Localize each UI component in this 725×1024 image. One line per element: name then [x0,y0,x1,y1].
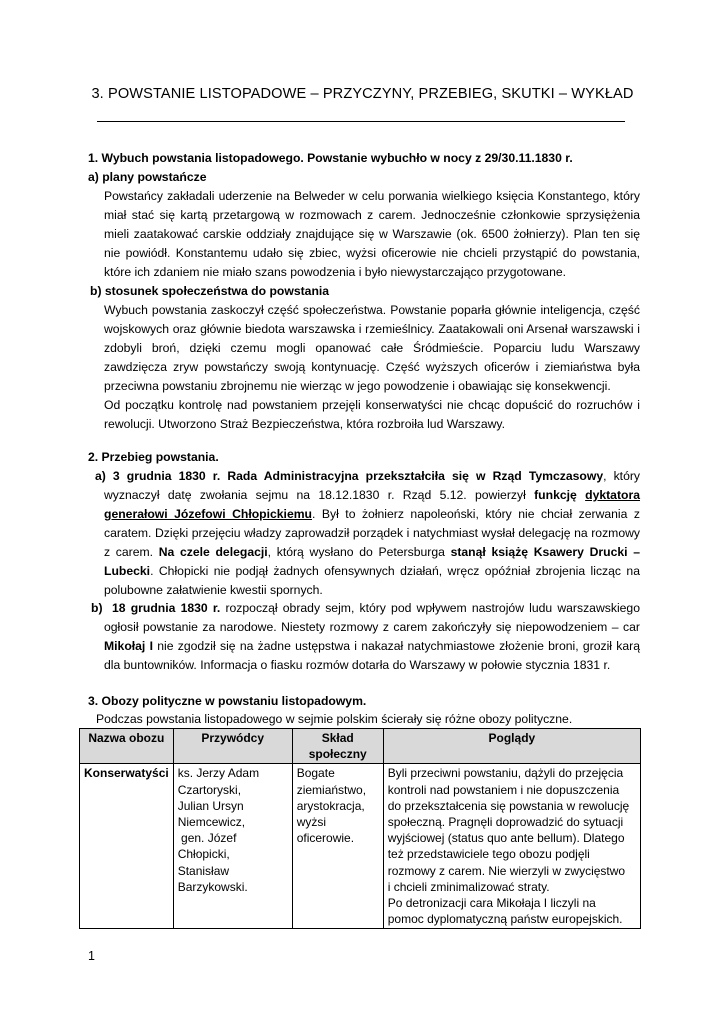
social-line: wyżsi [296,815,327,830]
table-row [80,764,641,929]
social-line: oficerowie. [296,831,355,846]
section-1a-paragraph: Powstańcy zakładali uderzenie na Belweder w celu porwania wielkiego księcia Konstantego, który miał stać się kartą przetargową w rozmowach z carem. Jednocześnie członkowie sprzysiężenia mieli zaatakować carskie oddziały znajdujące się w Warszawie (ok. 6500 żołnierzy). Plan ten się nie powiódł. Konstantemu udało się zbiec, wyżsi oficerowie nie chcieli przystąpić do powstania, które ich zdaniem nie miało szans powodzenia i było niewystarczająco przygotowane. [104,189,640,279]
camp-name: Konserwatyści [80,764,174,929]
views-line: Po detronizacji cara Mikołaja I liczyli na [387,896,596,911]
section-2a-delegation-head: Na czele delegacji [158,545,268,559]
section-1a-heading: a) plany powstańcze [88,170,207,184]
table-header-row [80,729,641,764]
leader-line: Chłopicki, [177,847,230,862]
views-line: rozmowy z carem. Nie wierzyli w zwycięstwo [387,863,626,878]
social-line: arystokracja, [296,798,365,813]
table-header-camp: Nazwa obozu [80,729,174,764]
section-2a-text-3: , którą wysłano do Petersburga [267,545,451,559]
section-2b-text-1: rozpoczął obrady sejm, który pod wpływem nastrojów ludu warszawskiego ogłosił powstanie za narodowe. Niestety rozmowy z carem zakończyły się niepowodzeniem – car [104,601,640,634]
views-line: kontroli nad powstaniem i nie dopuszczenia [387,782,620,797]
section-1b-heading: b) stosunek społeczeństwa do powstania [90,284,330,298]
leader-line: Czartoryski, [177,782,242,797]
section-1b-paragraph: Wybuch powstania zaskoczył część społeczeństwa. Powstanie poparła głównie inteligencja, część wojskowych oraz głównie biedota warszawska i rzemieślnicy. Zaatakowali oni Arsenał warszawski i zdobyli broń, dzięki czemu mogli opanować całe Śródmieście. Poparciu ludu Warszawy zawdzięcza zryw powstańczy swoją kontynuację. Część wyższych oficerów i ziemiaństwa była przeciwna powstaniu zbrojnemu nie wierząc w jego powodzenie i obawiając się konsekwencji. [104,303,640,393]
views-line: i chcieli zminimalizować straty. [387,879,550,894]
section-2a-function: funkcję [534,488,577,502]
section-3-heading: 3. Obozy polityczne w powstaniu listopadowym. [88,694,367,708]
leader-line: Stanisław [177,863,230,878]
section-3-intro: Podczas powstania listopadowego w sejmie polskim ścierały się różne obozy polityczne. [96,712,573,726]
social-line: Bogate [296,766,335,781]
camp-social [292,764,383,929]
table-header-leaders: Przywódcy [173,729,292,764]
views-line: też przedstawiciele tego obozu podjęli [387,847,590,862]
views-line: pomoc dyplomatyczną państw europejskich. [387,912,623,927]
views-line: wyjściowej (status quo ante bellum). Dlatego [387,831,625,846]
section-2-heading: 2. Przebieg powstania. [88,450,219,464]
views-line: Byli przeciwni powstaniu, dążyli do przejęcia [387,766,624,781]
document-title: 3. POWSTANIE LISTOPADOWE – PRZYCZYNY, PRZEBIEG, SKUTKI – WYKŁAD [91,86,634,102]
political-camps-table [79,728,641,929]
section-2b-tsar: Mikołaj I [104,639,153,653]
title-divider [97,121,625,122]
leader-line: Julian Ursyn [177,798,244,813]
views-line: społeczną. Pragnęli doprowadzić do sytuacji [387,815,624,830]
section-1b-paragraph-2: Od początku kontrolę nad powstaniem przejęli konserwatyści nie chcąc dopuścić do rozruchów i rewolucji. Utworzono Straż Bezpieczeństwa, która rozbroiła lud Warszawy. [104,398,640,431]
section-2a-date: a) 3 grudnia 1830 r. Rada Administracyjna przekształciła się w Rząd Tymczasowy [95,469,604,483]
camp-views [383,764,640,929]
camp-leaders [173,764,292,929]
section-2a-paragraph [95,467,640,600]
page-number: 1 [88,949,95,963]
section-2a-dictator: dyktatora generałowi Józefowi Chłopickiemu [104,488,640,521]
leader-line: ks. Jerzy Adam [177,766,260,781]
section-2a-lubecki: stanął książę Ksawery Drucki – Lubecki [104,545,640,578]
section-2b-text-2: nie zgodził się na żadne ustępstwa i nakazał natychmiastowe złożenie broni, groził karą dla buntowników. Informacja o fiasku rozmów dotarła do Warszawy w połowie stycznia 1831 r. [104,639,640,672]
table-header-views: Poglądy [383,729,640,764]
views-line: do przekształcenia się powstania w rewolucję [387,798,630,813]
section-2a-text-1: , który wyznaczył datę zwołania sejmu na 18.12.1830 r. Rząd 5.12. powierzył [104,469,640,502]
section-2a-space [577,488,585,502]
social-line: ziemiaństwo, [296,782,367,797]
leader-line: Barzykowski. [177,879,248,894]
leader-line: Niemcewicz, [177,815,246,830]
section-2b-paragraph [104,599,640,675]
section-2b-date: 18 grudnia 1830 r. [112,601,221,615]
section-2a-text-4: . Chłopicki nie podjął żadnych ofensywnych działań, wręcz opóźniał zbrojenia licząc na polubowne załatwienie kwestii spornych. [104,564,640,597]
section-2a-text-2: . Był to żołnierz napoleoński, który nie chciał zerwania z caratem. Dzięki przejęciu władzy zaprowadził porządek i natychmiast wysłał delegację na rozmowy z carem. [104,507,640,559]
section-1-heading: 1. Wybuch powstania listopadowego. Powstanie wybuchło w nocy z 29/30.11.1830 r. [88,151,573,165]
section-2b-label: b) [91,601,103,615]
table-header-social: Skład społeczny [292,729,383,764]
leader-line: gen. Józef [177,831,237,846]
